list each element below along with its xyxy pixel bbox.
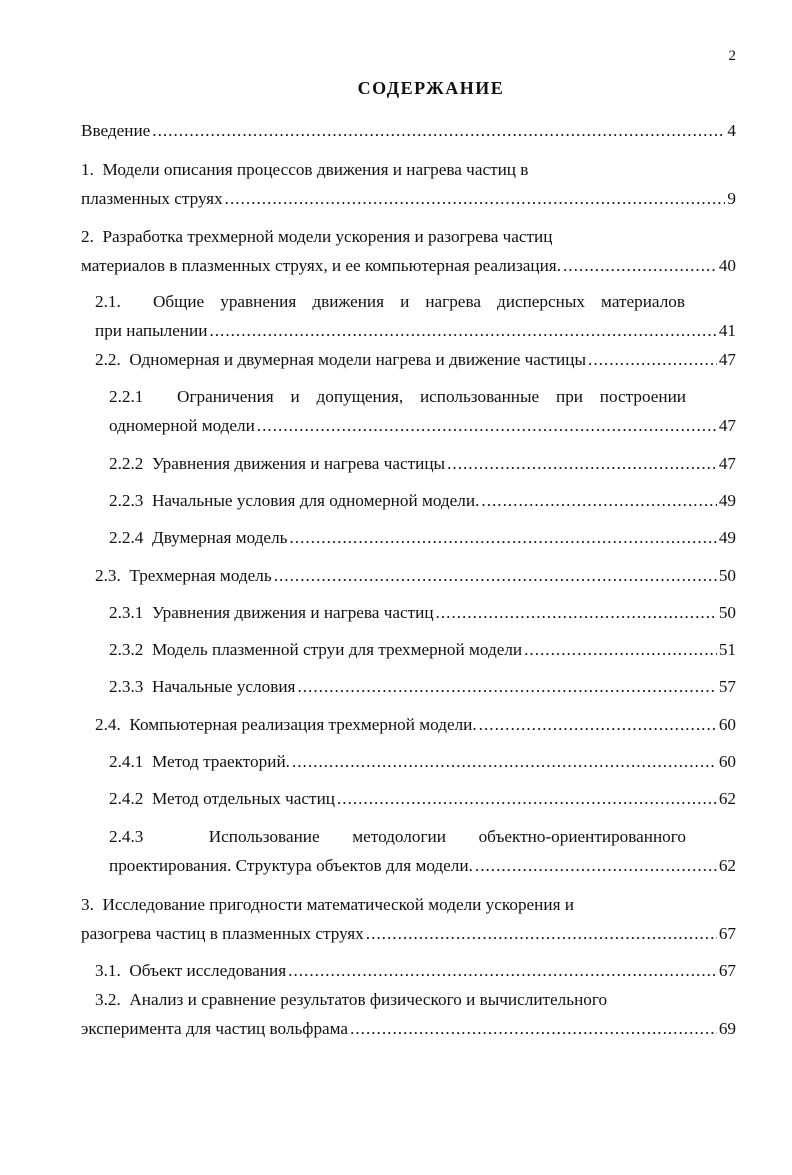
entry-number: 3.2.: [95, 990, 121, 1009]
entry-title: Начальные условия: [151, 677, 296, 696]
entry-number: 2.4.: [95, 715, 121, 734]
entry-title: Использование методологии объектно-ориентированного: [208, 827, 686, 846]
entry-title: Уравнения движения и нагрева частиц: [151, 603, 434, 622]
entry-page: 60: [718, 752, 736, 771]
entry-number: 2.4.1: [109, 752, 144, 771]
entry-page: 47: [718, 454, 736, 473]
entry-page: 41: [718, 321, 736, 340]
entry-number: 2.2.2: [109, 454, 144, 473]
entry-title: Объект исследования: [129, 961, 287, 980]
toc-entry-2-3-2[interactable]: [109, 635, 736, 664]
entry-page: 47: [718, 416, 736, 435]
entry-page: 67: [718, 924, 736, 943]
entry-page: 57: [718, 677, 736, 696]
entry-title: Компьютерная реализация трехмерной модели.: [129, 715, 477, 734]
toc-entry-1[interactable]: [81, 155, 736, 213]
toc-entry-3-2[interactable]: [95, 985, 736, 1014]
entry-title: Разработка трехмерной модели ускорения и разогрева частиц: [102, 227, 553, 246]
entry-number: 3.1.: [95, 961, 121, 980]
entry-page: 4: [727, 121, 736, 140]
entry-number: 2.3.2: [109, 640, 144, 659]
toc-entry-2-4-2[interactable]: [109, 784, 736, 813]
entry-title: Одномерная и двумерная модели нагрева и движение частицы: [129, 350, 587, 369]
entry-title: Общие уравнения движения и нагрева дисперсных материалов: [152, 292, 685, 311]
entry-page: 62: [718, 789, 736, 808]
toc-entry-2-3-1[interactable]: [109, 598, 736, 627]
entry-page: 47: [718, 350, 736, 369]
toc-entry-3[interactable]: [81, 890, 736, 948]
toc-entry-3-1[interactable]: [95, 956, 736, 985]
entry-page: 67: [718, 961, 736, 980]
entry-title-cont: разогрева частиц в плазменных струях: [81, 924, 364, 943]
toc-entry-2-2-3[interactable]: [109, 486, 736, 515]
toc-entry-2-3-3[interactable]: [109, 672, 736, 701]
entry-title-cont: плазменных струях: [81, 189, 223, 208]
toc-entry-2-2-1[interactable]: [109, 382, 736, 440]
entry-number: 2.4.3: [109, 827, 144, 846]
entry-title-cont: материалов в плазменных струях, и ее компьютерная реализация.: [81, 256, 561, 275]
entry-page: 40: [718, 256, 736, 275]
entry-number: 2.2.: [95, 350, 121, 369]
toc-entry-2-2[interactable]: [95, 345, 736, 374]
entry-number: 2.2.1: [109, 387, 144, 406]
entry-title-cont: одномерной модели: [109, 416, 255, 435]
entry-page: 49: [718, 491, 736, 510]
entry-title: Начальные условия для одномерной модели.: [151, 491, 480, 510]
entry-page: 69: [718, 1019, 736, 1038]
entry-number: 2.2.4: [109, 528, 144, 547]
entry-page: 49: [718, 528, 736, 547]
toc-entry-2-4-1[interactable]: [109, 747, 736, 776]
entry-page: 50: [718, 566, 736, 585]
toc-entry-3-2-cont[interactable]: [81, 1014, 736, 1043]
entry-title: Двумерная модель: [151, 528, 288, 547]
toc-entry-2[interactable]: [81, 222, 736, 280]
entry-page: 51: [718, 640, 736, 659]
toc-entry-2-2-2[interactable]: [109, 449, 736, 478]
toc-entry-2-4-3[interactable]: [109, 822, 736, 880]
entry-title: Модели описания процессов движения и нагрева частиц в: [102, 160, 529, 179]
toc-entry-2-1[interactable]: [95, 287, 736, 345]
entry-page: 60: [718, 715, 736, 734]
entry-page: 9: [727, 189, 736, 208]
page-number: 2: [728, 48, 736, 64]
entry-number: 2.3.: [95, 566, 121, 585]
entry-number: 2.1.: [95, 292, 121, 311]
entry-number: 2.3.3: [109, 677, 144, 696]
entry-number: 2.3.1: [109, 603, 144, 622]
entry-title: Трехмерная модель: [129, 566, 272, 585]
entry-title-cont: при напылении: [95, 321, 208, 340]
entry-page: 62: [718, 856, 736, 875]
entry-number: 2.: [81, 227, 94, 246]
entry-title: Анализ и сравнение результатов физического и вычислительного: [129, 990, 608, 1009]
entry-title: Метод траекторий.: [151, 752, 290, 771]
toc-title: СОДЕРЖАНИЕ: [357, 78, 505, 98]
entry-number: 1.: [81, 160, 94, 179]
entry-page: 50: [718, 603, 736, 622]
entry-title-cont: эксперимента для частиц вольфрама: [81, 1019, 349, 1038]
toc-entry-introduction[interactable]: [81, 116, 736, 145]
toc-entry-2-3[interactable]: [95, 561, 736, 590]
entry-number: 2.4.2: [109, 789, 144, 808]
entry-title: Ограничения и допущения, использованные при построении: [177, 387, 687, 406]
entry-number: 3.: [81, 895, 94, 914]
entry-title: Исследование пригодности математической модели ускорения и: [102, 895, 574, 914]
entry-title: Метод отдельных частиц: [151, 789, 335, 808]
entry-title-cont: проектирования. Структура объектов для модели.: [109, 856, 473, 875]
entry-title: Уравнения движения и нагрева частицы: [151, 454, 446, 473]
entry-number: 2.2.3: [109, 491, 144, 510]
toc-entry-2-4[interactable]: [95, 710, 736, 739]
entry-title: Введение: [81, 121, 151, 140]
toc-entry-2-2-4[interactable]: [109, 523, 736, 552]
entry-title: Модель плазменной струи для трехмерной модели: [151, 640, 523, 659]
